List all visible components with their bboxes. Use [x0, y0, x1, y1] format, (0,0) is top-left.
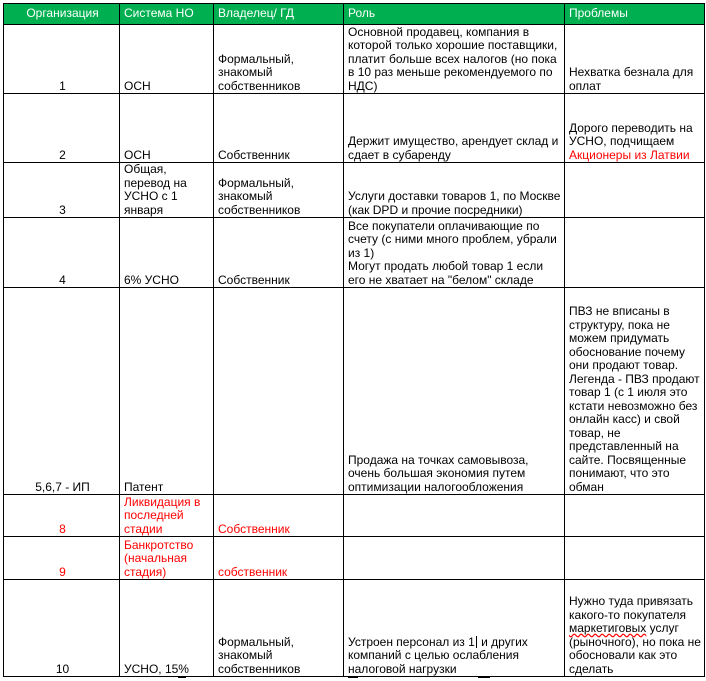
org-cell: 3 — [4, 163, 120, 218]
role-cell: Продажа на точках самовывоза, очень большая экономия путем оптимизации налогообложения — [344, 288, 565, 495]
role-text-start: Устроен персонал из 1 — [348, 634, 475, 649]
table-row — [4, 163, 705, 218]
header-tax-system: Система НО — [120, 4, 214, 25]
table-row — [4, 218, 705, 288]
problems-cell — [565, 163, 705, 218]
problems-text: Дорого переводить на УСНО, подчищаем — [569, 120, 693, 148]
problems-highlight: Акционеры из Латвии — [569, 147, 690, 162]
header-problems: Проблемы — [565, 4, 705, 25]
table-row — [4, 288, 705, 495]
problems-cell — [565, 537, 705, 580]
table-row — [4, 580, 705, 677]
role-cell: Услуги доставки товаров 1, по Москве (как DPD и прочие посредники) — [344, 163, 565, 218]
header-owner: Владелец/ ГД — [214, 4, 344, 25]
problems-cell — [565, 495, 705, 537]
role-cell — [344, 580, 565, 677]
org-cell: 1 — [4, 25, 120, 94]
problems-cell: Нехватка безнала для оплат — [565, 25, 705, 94]
owner-cell: Собственник — [214, 495, 344, 537]
problems-cell — [565, 218, 705, 288]
header-role: Роль — [344, 4, 565, 25]
table-row — [4, 94, 705, 163]
org-cell: 8 — [4, 495, 120, 537]
owner-cell — [214, 288, 344, 495]
tax-system-cell: Общая, перевод на УСНО с 1 января — [120, 163, 214, 218]
text-cursor — [476, 636, 477, 648]
problems-cell: ПВЗ не вписаны в структуру, пока не можем придумать обоснование почему они продают товар. Легенда - ПВЗ продают товар 1 (с 1 июля это кстати невозможно без онлайн касс) и свой товар, не представленный на сайте. Посвященные понимают, что это обман — [565, 288, 705, 495]
tax-system-cell: УСНО, 15% — [120, 580, 214, 677]
tax-system-cell: Патент — [120, 288, 214, 495]
org-cell: 9 — [4, 537, 120, 580]
org-cell: 10 — [4, 580, 120, 677]
problems-text-end: услуг (рыночного), но пока не обосновали как это сделать — [569, 621, 701, 676]
cut-off-next-row — [0, 677, 706, 681]
tax-system-cell: ОСН — [120, 94, 214, 163]
tax-system-cell: ОСН — [120, 25, 214, 94]
header-row — [4, 4, 705, 25]
role-cell — [344, 537, 565, 580]
org-cell: 5,6,7 - ИП — [4, 288, 120, 495]
org-cell: 2 — [4, 94, 120, 163]
tax-system-cell: 6% УСНО — [120, 218, 214, 288]
owner-cell: Собственник — [214, 218, 344, 288]
problems-cell — [565, 94, 705, 163]
owner-cell: Формальный, знакомый собственников — [214, 163, 344, 218]
tax-system-cell: Ликвидация в последней стадии — [120, 495, 214, 537]
role-cell: Все покупатели оплачивающие по счету (с ними много проблем, убрали из 1) Могут продать любой товар 1 если его не хватает на "белом" складе — [344, 218, 565, 288]
role-cell — [344, 495, 565, 537]
owner-cell: Формальный, знакомый собственников — [214, 580, 344, 677]
org-cell: 4 — [4, 218, 120, 288]
tax-system-cell: Банкротство (начальная стадия) — [120, 537, 214, 580]
problems-text-start: Нужно туда привязать какого-то покупателя — [569, 594, 693, 622]
owner-cell: Формальный, знакомый собственников — [214, 25, 344, 94]
role-cell: Держит имущество, арендует склад и сдает в субаренду — [344, 94, 565, 163]
header-organization: Организация — [4, 4, 120, 25]
table-row — [4, 495, 705, 537]
table-row — [4, 25, 705, 94]
owner-cell: собственник — [214, 537, 344, 580]
spellcheck-word: маркетиговых — [569, 621, 647, 635]
table-row — [4, 537, 705, 580]
problems-cell — [565, 580, 705, 677]
role-text-end: и других компаний с целью ослабления налоговой нагрузки — [348, 634, 528, 676]
tax-structure-table — [3, 3, 705, 677]
role-cell: Основной продавец, компания в которой только хорошие поставщики, платит больше всех налогов (но пока в 10 раз меньше рекомендуемого по НДС) — [344, 25, 565, 94]
owner-cell: Собственник — [214, 94, 344, 163]
